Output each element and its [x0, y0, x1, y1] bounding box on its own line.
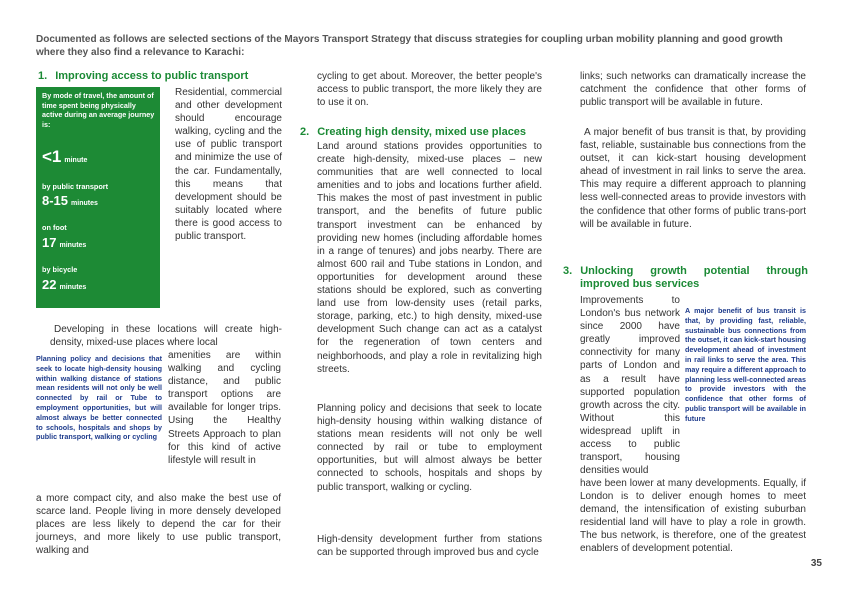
section-1-title: Improving access to public transport	[55, 70, 249, 82]
section-1-paragraph-b-bottom: a more compact city, and also make the best use of scarce land. People living in more densely developed places are less likely to depend the car for their journeys, and more likely to use public transport, walking and	[36, 493, 281, 557]
section-3-side-text: Improvements to London's bus network since 2000 have greatly improved connectivity for many parts of London and as a result have supported population growth across the city. Without this widespread uplift in access to public transport, housing densities would	[580, 295, 680, 477]
activity-label-3: on foot	[42, 223, 67, 232]
section-2-title: Creating high density, mixed use places	[317, 126, 527, 138]
activity-box-lead: By mode of travel, the amount of time spent being physically active during an average journey is:	[42, 91, 155, 129]
section-2-number: 2.	[300, 126, 310, 138]
section-1-paragraph-b-side: amenities are within walking and cycling distance, and public transport options are available for longer trips. Using the Healthy Streets Approach to plan for this kind of active lifestyle will result in	[168, 350, 281, 466]
activity-value-3: 17 minutes	[42, 235, 87, 250]
physical-activity-box	[36, 87, 160, 308]
planning-policy-text: Planning policy and decisions that seek to locate high-density housing within walking distance of stations mean residents will not only be well connected by rail or tube to employment opportunities, but will almost always be better connected to schools, hospitals and shops by public transport, walking or cycling.	[317, 403, 542, 493]
section-3-title: Unlocking growth potential through improved bus services	[580, 265, 808, 290]
section-1-paragraph-a: Residential, commercial and other development should encourage walking, cycling and the use of public transport and minimize the use of the car. Fundamentally, this means that development should be suitably located where there is good access to public transport.	[175, 87, 282, 243]
activity-value-1: <1 minute	[42, 147, 88, 166]
section-2-text: Land around stations provides opportunities to create high-density, mixed-use places – new communities that are well connected to local amenities and to jobs and locations further afield. This makes the most of past investment in public transport, and the benefits of future public transport investment can be enhanced by providing new homes (including affordable homes in a range of tenures) and jobs nearby. There are almost 600 rail and Tube stations in London, and opportunities for development around these stations should be explored, such as converting land use from low-density uses (retail parks, storage, parking, etc.) to high density, mixed-use development Such change can act as a catalyst for the regeneration of town centers and neighborhoods, and play a role in revitalizing high streets.	[317, 141, 542, 375]
column-3-continuation: links; such networks can dramatically increase the catchment the confidence that other forms of public transport will be available in future.	[580, 71, 806, 109]
column-2-continuation: cycling to get about. Moreover, the better people's access to public transport, the more likely they are to use it on.	[317, 71, 542, 109]
section-3-bottom-text: have been lower at many developments. Equally, if London is to deliver enough homes to meet demand, the intensification of existing suburban residential land will have to play a role in growth. The bus network, is therefore, one of the greatest enablers of development potential.	[580, 478, 806, 555]
activity-value-2: 8-15 minutes	[42, 193, 98, 208]
bus-benefit-text: A major benefit of bus transit is that, by providing fast, reliable, sustainable bus connections from the outset, it can kick-start housing development ahead of investment in rail links to serve the area. This may require a different approach to planning less well-connected areas to provide investors with the confidence that other forms of public trans-port will be available in future.	[580, 127, 806, 230]
activity-label-4: by bicycle	[42, 265, 78, 274]
section-2-heading	[300, 126, 550, 139]
section-1-heading	[38, 70, 288, 83]
activity-label-2: by public transport	[42, 182, 109, 191]
intro-text: Documented as follows are selected sections of the Mayors Transport Strategy that discuss strategies for coupling urban mobility planning and good growth where they also find a relevance to Karachi:	[36, 34, 783, 58]
pull-quote-right: A major benefit of bus transit is that, by providing fast, reliable, sustainable bus connections from the outset, it can kick-start housing development ahead of investment in rail links to serve the area. This may require a different approach to planning less well-connected areas to provide investors with the confidence that other forms of public transport will be available in future	[685, 306, 807, 423]
section-1-number: 1.	[38, 70, 48, 82]
activity-value-4: 22 minutes	[42, 277, 87, 292]
section-1-paragraph-b-top: Developing in these locations will create high-density, mixed-use places where local	[50, 324, 282, 349]
section-3-heading	[563, 265, 808, 291]
pull-quote-left: Planning policy and decisions that seek to locate high-density housing within walking distance of stations mean residents will not only be well connected by rail or Tube to employment opportunities, but will almost always be better connected to schools, hospitals and shops by public transport, walking or cycling	[36, 354, 162, 442]
page-number: 35	[810, 558, 822, 569]
high-density-text: High-density development further from stations can be supported through improved bus and cycle	[317, 534, 542, 559]
section-3-number: 3.	[563, 265, 573, 277]
